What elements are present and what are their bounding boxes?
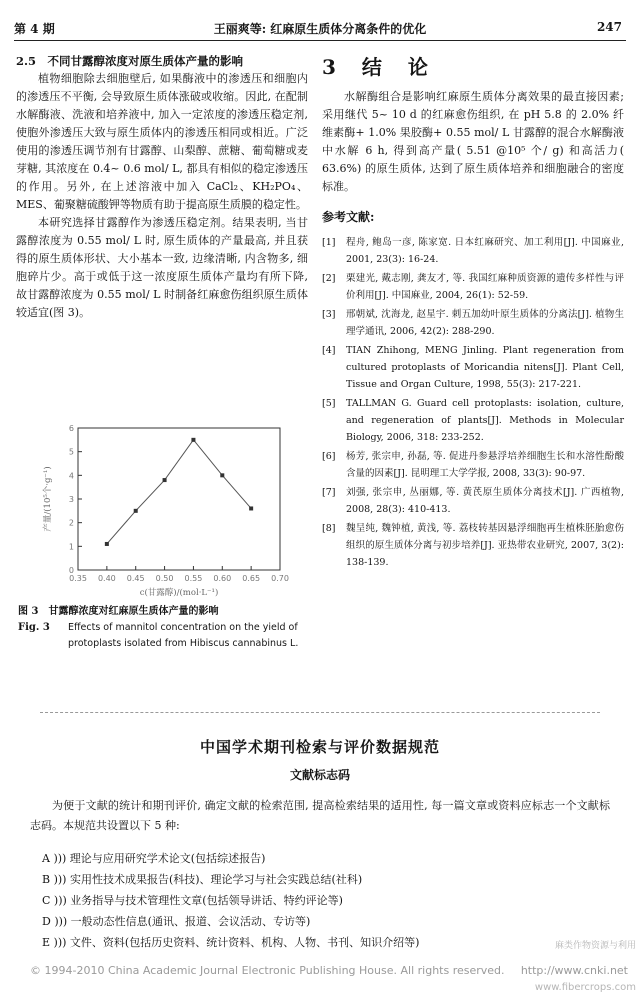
reference-text: TALLMAN G. Guard cell protoplasts: isolation, culture, and regeneration of plants[J]. Methods in Molecular Biology, 2006, 318: 233-252. — [346, 398, 624, 443]
reference-number: [6] — [322, 451, 336, 462]
x-tick-label: 0.40 — [97, 574, 116, 583]
y-tick-label: 3 — [68, 495, 74, 504]
y-tick-label: 4 — [68, 471, 74, 481]
reference-item — [322, 270, 624, 304]
references-list — [322, 234, 624, 571]
reference-item — [322, 234, 624, 268]
reference-item — [322, 484, 624, 518]
reference-text: 程舟, 鲍岛一彦, 陈家宽. 日本红麻研究、加工利用[J]. 中国麻业, 2001, 23(3): 16-24. — [346, 237, 624, 265]
issue-number: 第 4 期 — [14, 22, 55, 36]
y-tick-label: 5 — [68, 447, 74, 457]
x-axis-label: c(甘露醇)/(mol·L⁻¹) — [139, 588, 219, 598]
watermark — [555, 940, 636, 952]
x-tick-label: 0.70 — [271, 574, 289, 583]
y-tick-label: 6 — [68, 424, 74, 433]
references-heading: 参考文献: — [322, 210, 375, 224]
series-line — [107, 440, 251, 544]
watermark-line-1: 麻类作物资源与利用 — [554, 941, 636, 951]
cnki-link[interactable]: http://www.cnki.net — [520, 964, 628, 977]
reference-item — [322, 342, 624, 393]
paragraph-osmotic: 植物细胞除去细胞壁后, 如果酶液中的渗透压和细胞内的渗透压不平衡, 会导致原生质体涨破或收缩。因此, 在配制水解酶液、洗液和培养液中, 加入一定浓度的渗透压稳定剂, 使胞外渗透压大致与原生质体内的渗透压相同或相近。广泛使用的渗透压调节剂有甘露醇、山梨醇、蔗糖、葡萄糖或麦芽糖, 其浓度在 0.4~ 0.6 mol/ L, 都具有相似的稳定渗透压的作用。另外, 在上述溶液中加入 CaCl₂、KH₂PO₄、MES、葡聚糖硫酸钾等物质有助于提高原生质膜的稳定性。 — [16, 72, 308, 211]
reference-text: TIAN Zhihong, MENG Jinling. Plant regeneration from cultured protoplasts of Moricandia nitens[J]. Plant Cell, Tissue and Organ Culture, 1998, 55(3): 217-221. — [346, 345, 624, 390]
running-header — [14, 20, 626, 41]
code-item-e: E ))) 文件、资料(包括历史资料、统计资料、机构、人物、书刊、知识介绍等) — [42, 936, 420, 949]
x-tick-label: 0.50 — [155, 574, 174, 583]
figure-caption — [18, 604, 310, 652]
reference-number: [2] — [322, 273, 336, 284]
reference-number: [1] — [322, 237, 336, 248]
reference-number: [8] — [322, 523, 336, 534]
reference-item — [322, 448, 624, 482]
plot-frame — [78, 428, 280, 570]
y-tick-label: 1 — [68, 542, 74, 552]
data-point — [105, 542, 109, 546]
reference-item — [322, 520, 624, 571]
watermark-url: www.fibercrops.com — [534, 982, 636, 993]
data-point — [191, 438, 195, 442]
section-heading-2-5: 2.5 不同甘露醇浓度对原生质体产量的影响 — [16, 54, 244, 68]
reference-number: [3] — [322, 309, 336, 320]
caption-en: Effects of mannitol concentration on the yield of protoplasts isolated from Hibiscus cannabinus L. — [68, 622, 299, 649]
caption-en-block — [18, 620, 310, 652]
reference-item — [322, 306, 624, 340]
x-tick-label: 0.65 — [242, 574, 261, 583]
x-tick-label: 0.55 — [184, 574, 203, 583]
standard-code-list — [42, 848, 419, 953]
conclusion-text: 水解酶组合是影响红麻原生质体分离效果的最直接因素; 采用继代 5~ 10 d 的红麻愈伤组织, 在 pH 5.8 的 2.0% 纤维素酶+ 1.0% 果胶酶+ 0.55 mol/ L 甘露醇的混合水解酶液中水解 6 h, 得到高产量( 5.51 @10⁵ 个/ g) 和高活力( 63.6%) 的原生质体, 达到了原生质体培养和细胞融合的密度标准。 — [322, 90, 624, 193]
y-tick-label: 2 — [68, 518, 74, 528]
reference-number: [5] — [322, 398, 336, 409]
code-item-b: B ))) 实用性技术成果报告(科技)、理论学习与社会实践总结(社科) — [42, 873, 363, 886]
mannitol-yield-chart — [40, 418, 290, 600]
reference-item — [322, 395, 624, 446]
reference-text: 邢朝斌, 沈海龙, 赵星宇. 刺五加幼叶原生质体的分离法[J]. 植物生理学通讯, 2006, 42(2): 288-290. — [346, 309, 624, 337]
reference-text: 栗建光, 戴志刚, 龚友才, 等. 我国红麻种质资源的遗传多样性与评价利用[J]. 中国麻业, 2004, 26(1): 52-59. — [346, 273, 624, 301]
caption-zh: 图 3 甘露醇浓度对红麻原生质体产量的影响 — [18, 606, 219, 617]
reference-text: 魏呈纯, 魏钟植, 黄浅, 等. 荔枝转基因悬浮细胞再生植株胚胎愈伤组织的原生质体分离与初步培养[J]. 亚热带农业研究, 2007, 3(2): 138-139. — [346, 523, 624, 568]
y-axis-label: 产量/(10⁵个·g⁻¹) — [43, 466, 53, 532]
caption-en-label: Fig. 3 — [18, 622, 50, 633]
reference-number: [7] — [322, 487, 336, 498]
reference-text: 杨芳, 张宗申, 孙磊, 等. 促进丹参悬浮培养细胞生长和水溶性酚酸含量的因素[J]. 昆明理工大学学报, 2008, 33(3): 90-97. — [346, 451, 624, 479]
code-item-a: A ))) 理论与应用研究学术论文(包括综述报告) — [42, 852, 266, 865]
x-tick-label: 0.60 — [213, 574, 232, 583]
running-title: 王丽爽等: 红麻原生质体分离条件的优化 — [213, 22, 427, 36]
standard-title: 中国学术期刊检索与评价数据规范 — [199, 738, 440, 756]
code-item-d: D ))) 一般动态性信息(通讯、报道、会议活动、专访等) — [42, 915, 311, 928]
left-column — [16, 52, 308, 322]
standard-intro: 为便于文献的统计和期刊评价, 确定文献的检索范围, 提高检索结果的适用性, 每一篇文章或资料应标志一个文献标志码。本规范共设置以下 5 种: — [30, 799, 610, 832]
x-tick-label: 0.45 — [126, 574, 145, 583]
data-point — [163, 478, 167, 482]
code-item-c: C ))) 业务指导与技术管理性文章(包括领导讲话、特约评论等) — [42, 894, 343, 907]
conclusion-heading: 3 结 论 — [322, 55, 431, 79]
y-tick-label: 0 — [68, 566, 74, 575]
reference-text: 刘强, 张宗申, 丛丽娜, 等. 黄芪原生质体分离技术[J]. 广西植物, 2008, 28(3): 410-413. — [346, 487, 624, 515]
copyright-text: © 1994-2010 China Academic Journal Electronic Publishing House. All rights reserved. — [30, 964, 505, 977]
section-divider — [40, 712, 600, 713]
paragraph-mannitol-result: 本研究选择甘露醇作为渗透压稳定剂。结果表明, 当甘露醇浓度为 0.55 mol/ L 时, 原生质体的产量最高, 并且获得的原生质体形状、大小基本一致, 边缘清晰, 内含物多, 细胞碎片少。高于或低于这一浓度原生质体产量均有所下降, 故甘露醇浓度为 0.55 mol/ L 时制备红麻愈伤组织原生质体较适宜(图 3)。 — [16, 216, 308, 319]
data-point — [134, 509, 138, 513]
right-column — [322, 52, 624, 573]
data-point — [249, 506, 253, 510]
footer — [10, 964, 630, 982]
reference-number: [4] — [322, 345, 336, 356]
page-number: 247 — [596, 20, 622, 34]
x-tick-label: 0.35 — [69, 574, 87, 583]
data-point — [220, 473, 224, 477]
standard-subtitle: 文献标志码 — [289, 768, 350, 782]
